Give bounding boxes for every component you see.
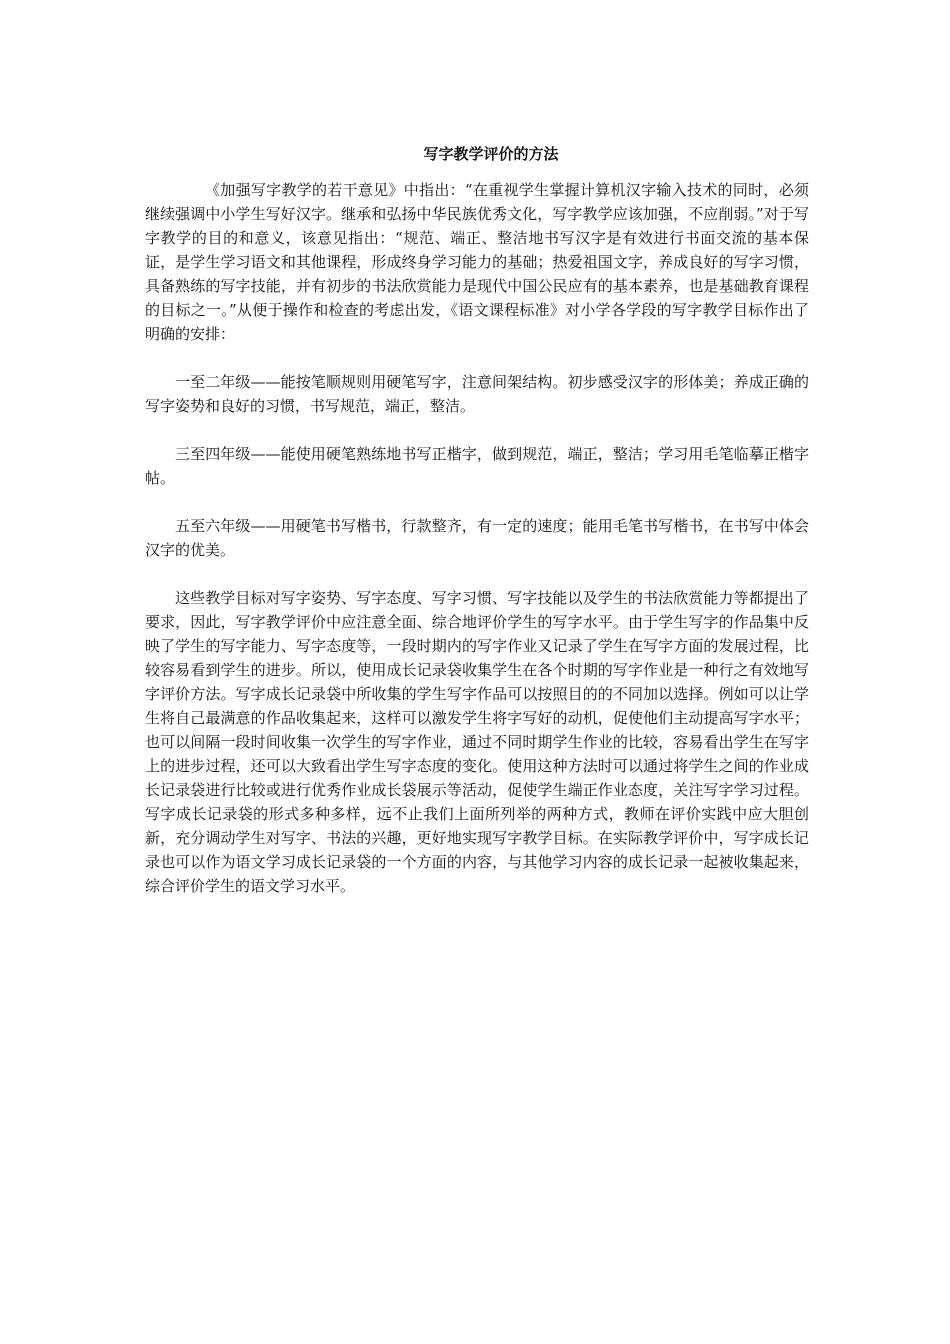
paragraph-grade-3-4: 三至四年级——能使用硬笔熟练地书写正楷字，做到规范，端正，整洁；学习用毛笔临摹正楷字帖。 [145, 445, 809, 487]
paragraph-conclusion: 这些教学目标对写字姿势、写字态度、写字习惯、写字技能以及学生的书法欣赏能力等都提出了要求，因此，写字教学评价中应注意全面、综合地评价学生的写字水平。由于学生写字的作品集中反映了学生的写字能力、写字态度等，一段时期内的写字作业又记录了学生在写字方面的发展过程，比较容易看到学生的进步。所以，使用成长记录袋收集学生在各个时期的写字作业是一种行之有效地写字评价方法。写字成长记录袋中所收集的学生写字作品可以按照目的的不同加以选择。例如可以让学生将自己最满意的作品收集起来，这样可以激发学生将字写好的动机，促使他们主动提高写字水平；也可以间隔一段时间收集一次学生的写字作业，通过不同时期学生作业的比较，容易看出学生在写字上的进步过程，还可以大致看出学生写字态度的变化。使用这种方法时可以通过将学生之间的作业成长记录袋进行比较或进行优秀作业成长袋展示等活动，促使学生端正作业态度，关注写字学习过程。写字成长记录袋的形式多种多样，远不止我们上面所列举的两种方式，教师在评价实践中应大胆创新，充分调动学生对写字、书法的兴趣，更好地实现写字教学目标。在实际教学评价中，写字成长记录也可以作为语文学习成长记录袋的一个方面的内容，与其他学习内容的成长记录一起被收集起来，综合评价学生的语文学习水平。 [145, 589, 809, 895]
paragraph-gap [145, 562, 809, 586]
paragraph-grade-1-2: 一至二年级——能按笔顺规则用硬笔写字，注意间架结构。初步感受汉字的形体美；养成正确的写字姿势和良好的习惯，书写规范，端正，整洁。 [145, 373, 809, 415]
paragraph-grade-5-6: 五至六年级——用硬笔书写楷书，行款整齐，有一定的速度；能用毛笔书写楷书，在书写中体会汉字的优美。 [145, 517, 809, 559]
paragraph-intro: 《加强写字教学的若干意见》中指出：“在重视学生掌握计算机汉字输入技术的同时，必须继续强调中小学生写好汉字。继承和弘扬中华民族优秀文化，写字教学应该加强，不应削弱。”对于写字教学的目的和意义，该意见指出：“规范、端正、整洁地书写汉字是有效进行书面交流的基本保证，是学生学习语文和其他课程，形成终身学习能力的基础；热爱祖国文字，养成良好的写字习惯，具备熟练的写字技能，并有初步的书法欣赏能力是现代中国公民应有的基本素养，也是基础教育课程的目标之一。”从便于操作和检查的考虑出发，《语文课程标准》对小学各学段的写字教学目标作出了明确的安排： [145, 181, 809, 343]
paragraph-gap [145, 490, 809, 514]
document-title: 写字教学评价的方法 [423, 145, 559, 163]
paragraph-gap [145, 418, 809, 442]
paragraph-gap [145, 346, 809, 370]
document-body [145, 142, 809, 898]
